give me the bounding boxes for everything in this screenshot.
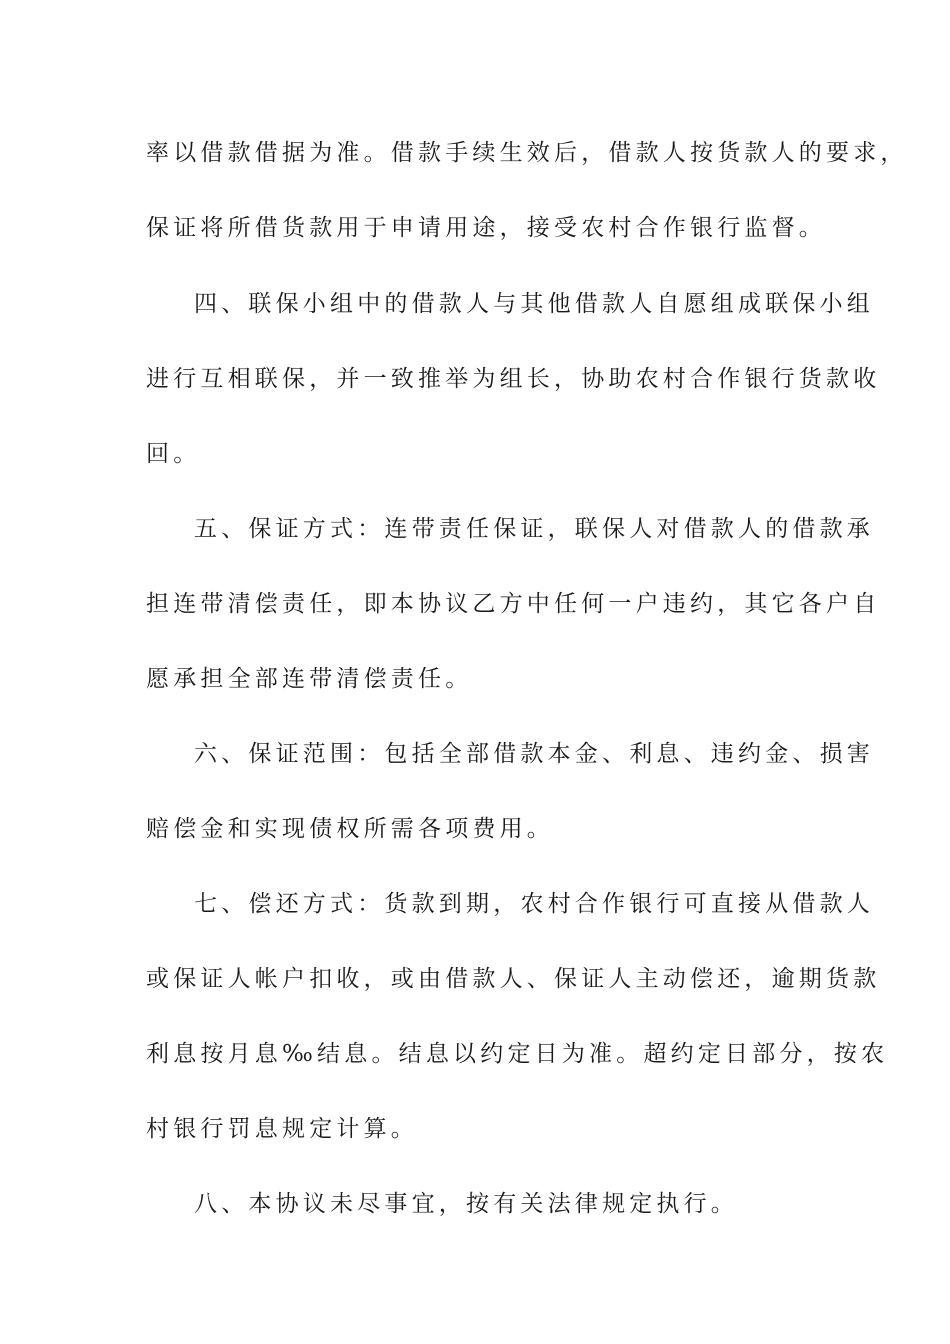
text-line: 保证将所借货款用于申请用途，接受农村合作银行监督。 bbox=[146, 215, 826, 241]
text-line: 村银行罚息规定计算。 bbox=[146, 1116, 418, 1142]
paragraph-four-start: 四、联保小组中的借款人与其他借款人自愿组成联保小组 bbox=[194, 291, 874, 317]
text-line: 赔偿金和实现债权所需各项费用。 bbox=[146, 816, 554, 842]
text-line: 率以借款借据为准。借款手续生效后，借款人按货款人的要求， bbox=[146, 140, 908, 166]
paragraph-five-start: 五、保证方式：连带责任保证，联保人对借款人的借款承 bbox=[194, 516, 874, 542]
text-line: 担连带清偿责任，即本协议乙方中任何一户违约，其它各户自 bbox=[146, 591, 881, 617]
text-line: 利息按月息‰结息。结息以约定日为准。超约定日部分，按农 bbox=[146, 1041, 889, 1067]
text-line: 回。 bbox=[146, 441, 201, 467]
paragraph-seven-start: 七、偿还方式：货款到期，农村合作银行可直接从借款人 bbox=[194, 891, 874, 917]
text-line: 进行互相联保，并一致推举为组长，协助农村合作银行货款收 bbox=[146, 366, 881, 392]
text-line: 愿承担全部连带清偿责任。 bbox=[146, 666, 473, 692]
paragraph-eight: 八、本协议未尽事宜，按有关法律规定执行。 bbox=[194, 1191, 738, 1217]
text-line: 或保证人帐户扣收，或由借款人、保证人主动偿还，逾期货款 bbox=[146, 966, 881, 992]
paragraph-six-start: 六、保证范围：包括全部借款本金、利息、违约金、损害 bbox=[194, 741, 874, 767]
